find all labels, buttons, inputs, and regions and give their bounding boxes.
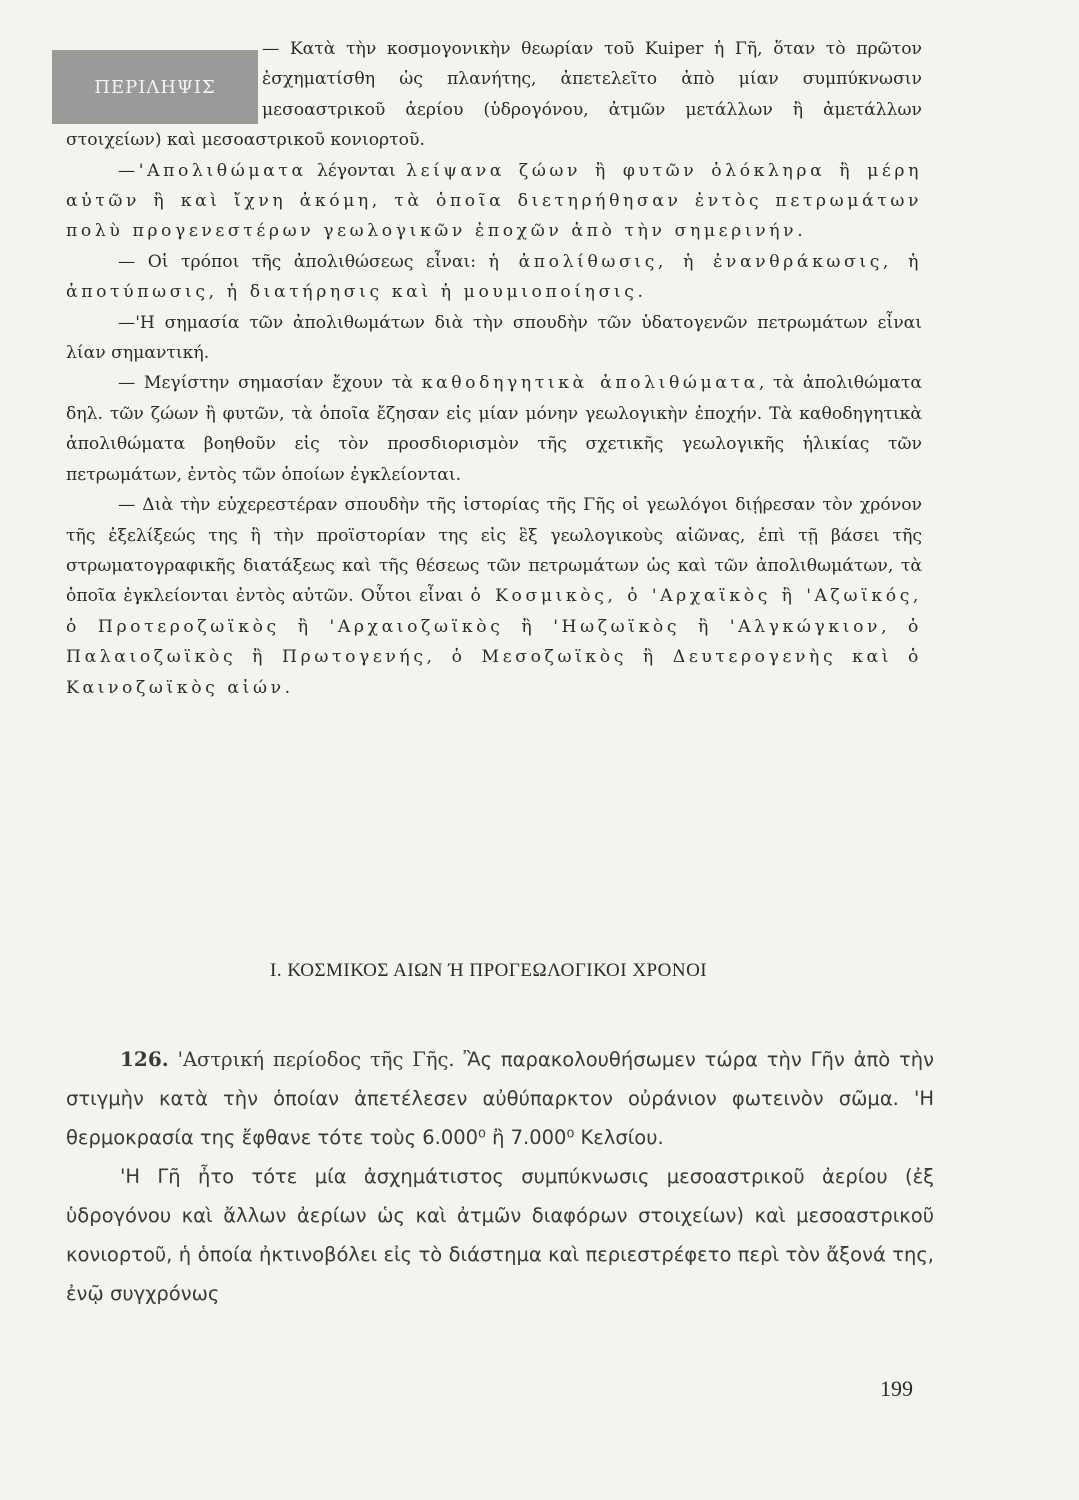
body-text: Ἂς παρακολουθήσωμεν τώρα τὴν Γῆν ἀπὸ τὴν στιγμὴν κατὰ τὴν ὁποίαν ἀπετέλεσεν αὐθύπαρκτον οὐράνιον φωτεινὸν σῶμα. 'Η θερμοκρασία της ἔφθανε τότε τοὺς 6.000⁰ ἢ 7.000⁰ Κελσίου. [66,1048,935,1149]
page-number: 199 [880,1376,913,1401]
summary-text: — Οἱ τρόποι τῆς ἀπολιθώσεως εἶναι: [118,251,489,272]
summary-text: , τὰ ἀπολιθώματα δηλ. τῶν ζώων ἢ φυτῶν, τὰ ὁποῖα ἔζησαν εἰς μίαν μόνην γεωλογικὴν ἐποχήν. Τὰ καθοδηγητικὰ ἀπολιθώματα βοηθοῦν εἰς τὸν προσδιορισμὸν τῆς σχετικῆς γεωλογικῆς ἡλικίας τῶν πετρωμάτων, ἐντὸς τῶν ὁποίων ἐγκλείονται. [66,373,922,485]
summary-text: — Μεγίστην σημασίαν ἔχουν τὰ [118,373,422,394]
summary-text: — Διὰ τὴν εὐχερεστέραν σπουδὴν τῆς ἱστορίας τῆς Γῆς οἱ γεωλόγοι διῄρεσαν τὸν χρόνον τῆς ἐξελίξεώς της ἢ τὴν προϊστορίαν της εἰς ἓξ γεωλογικοὺς αἰῶνας, ἐπὶ τῇ βάσει τῆς στρωματογραφικῆς διατάξεως καὶ τῆς θέσεως τῶν πετρωμάτων ὡς καὶ τῶν ἀπολιθωμάτων, τὰ ὁποῖα ἐγκλείονται ἐντὸς αὐτῶν. Οὗτοι εἶναι [66,495,922,607]
section-body [66,1040,934,1313]
summary-paragraph-5 [66,368,922,490]
section-number: 126. [120,1047,169,1071]
fossils-definition: λείψανα ζώων ἢ φυτῶν ὁλόκληρα ἢ μέρη αὐτῶν ἢ καὶ ἴχνη ἀκόμη, τὰ ὁποῖα διετηρήθησαν ἐντὸς πετρωμάτων πολὺ προγενεστέρων γεωλογικῶν ἐποχῶν ἀπὸ τὴν σημερινήν. [66,160,922,242]
section-title: 'Αστρική περίοδος τῆς Γῆς. [177,1048,455,1071]
summary-paragraph-4: —'Η σημασία τῶν ἀπολιθωμάτων διὰ τὴν σπουδὴν τῶν ὑδατογενῶν πετρωμάτων εἶναι λίαν σημαντική. [66,312,922,364]
summary-section [66,34,922,703]
body-paragraph-1 [66,1040,934,1157]
summary-badge: ΠΕΡΙΛΗΨΙΣ [52,50,258,124]
fossilization-methods: ἡ ἀπολίθωσις, ἡ ἐνανθράκωσις, ἡ ἀποτύπωσις, ἡ διατήρησις καὶ ἡ μουμιοποίησις. [66,251,922,303]
summary-paragraph-1: — Κατὰ τὴν κοσμογονικὴν θεωρίαν τοῦ Kuiper ἡ Γῆ, ὅταν τὸ πρῶτον ἐσχηματίσθη ὡς πλανήτης, ἀπετελεῖτο ἀπὸ μίαν συμπύκνωσιν μεσοαστρικοῦ ἀερίου (ὑδρογόνου, ἀτμῶν μετάλλων ἢ ἀμετάλλων στοιχείων) καὶ μεσοαστρικοῦ κονιορτοῦ. [66,39,922,151]
summary-paragraph-6 [66,490,922,703]
term-fossils: —'Απολιθώματα [118,160,307,181]
summary-paragraph-3 [66,247,922,308]
summary-text: λέγονται [306,160,407,181]
term-index-fossils: καθοδηγητικὰ ἀπολιθώματα [421,373,759,394]
summary-paragraph-2 [66,156,922,247]
chapter-heading: I. ΚΟΣΜΙΚΟΣ ΑΙΩΝ Ή ΠΡΟΓΕΩΛΟΓΙΚΟΙ ΧΡΟΝΟΙ [270,960,708,981]
badge-spacer [66,34,262,122]
geologic-eons-list: ὁ Κοσμικὸς, ὁ 'Αρχαϊκὸς ἢ 'Αζωϊκός, ὁ Προτεροζωϊκὸς ἢ 'Αρχαιοζωϊκὸς ἢ 'Ηωζωϊκὸς ἢ 'Αλγκώγκιον, ὁ Παλαιοζωϊκὸς ἢ Πρωτογενής, ὁ Μεσοζωϊκὸς ἢ Δευτερογενὴς καὶ ὁ Καινοζωϊκὸς αἰών. [66,586,922,698]
body-paragraph-2: 'Η Γῆ ἦτο τότε μία ἀσχημάτιστος συμπύκνωσις μεσοαστρικοῦ ἀερίου (ἐξ ὑδρογόνου καὶ ἄλλων ἀερίων ὡς καὶ ἀτμῶν διαφόρων στοιχείων) καὶ μεσοαστρικοῦ κονιορτοῦ, ἡ ὁποία ἠκτινοβόλει εἰς τὸ διάστημα καὶ περιεστρέφετο περὶ τὸν ἄξονά της, ἐνῷ συγχρόνως [66,1165,934,1305]
